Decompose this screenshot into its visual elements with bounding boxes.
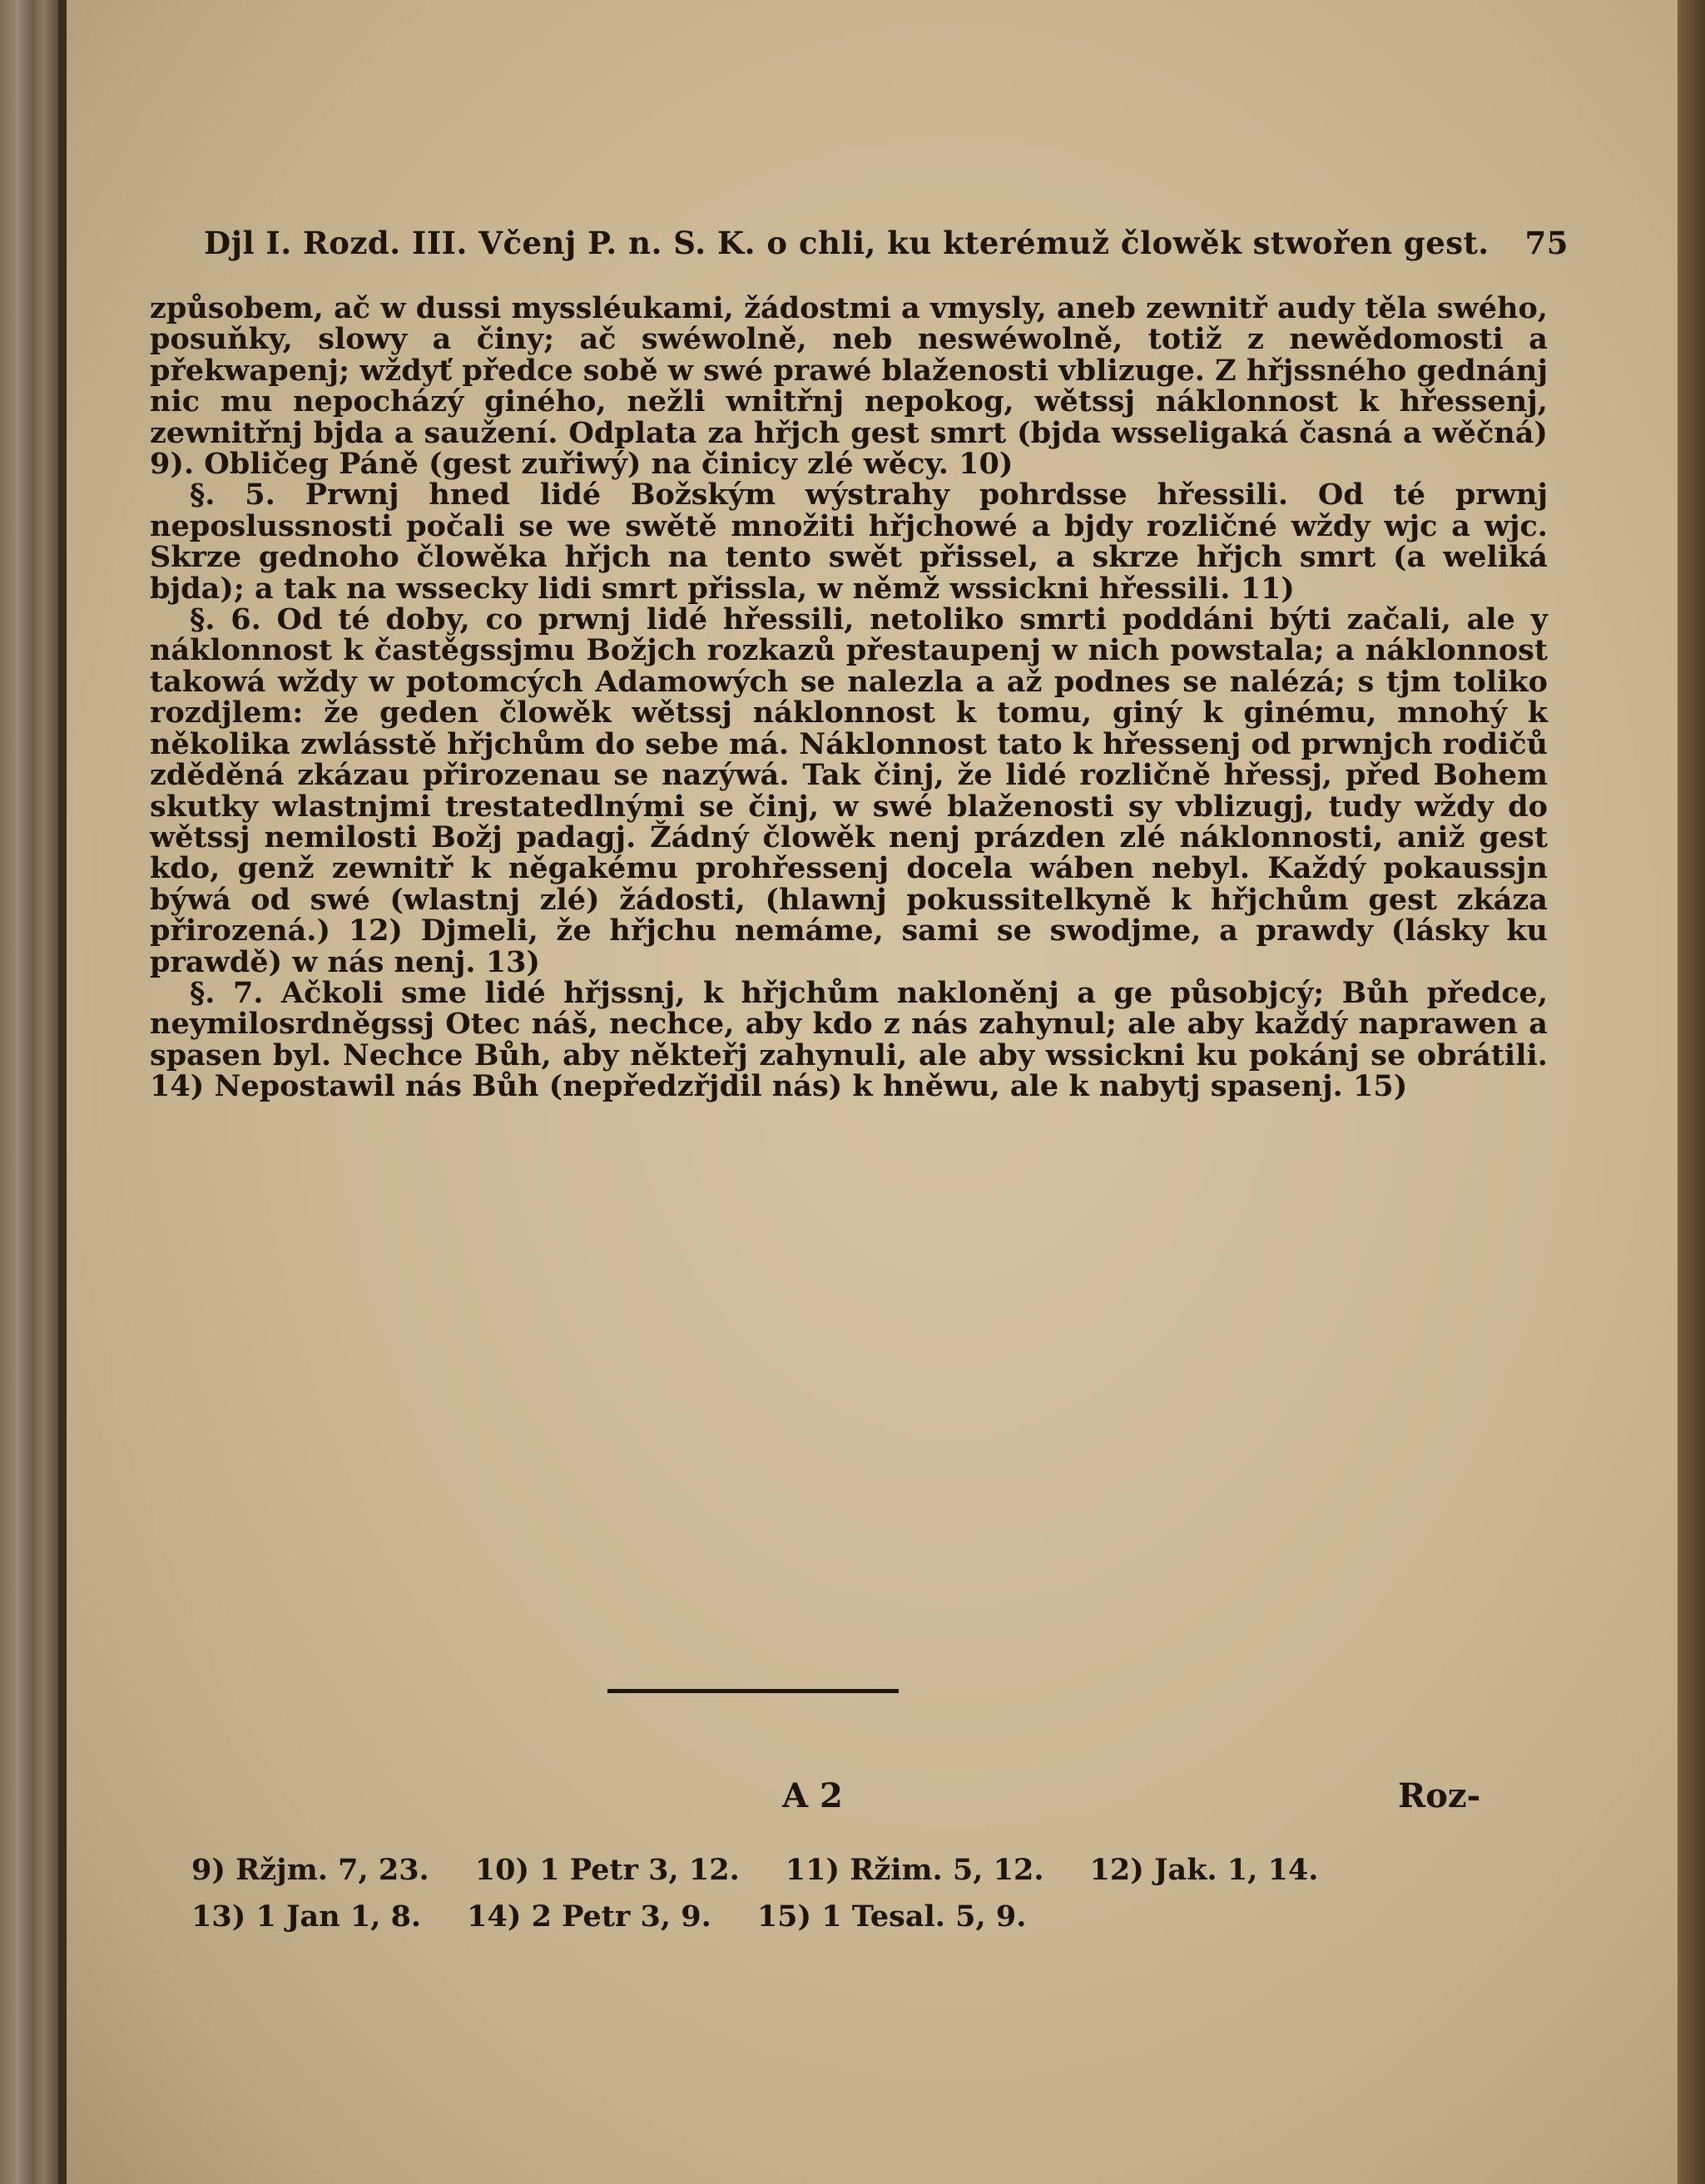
running-title: Djl I. Rozd. III. Včenj P. n. S. K. o chli, ku kterémuž člowěk stwořen gest. [204, 225, 1489, 261]
footnote-15: 15) 1 Tesal. 5, 9. [756, 1899, 1027, 1934]
footnote-10: 10) 1 Petr 3, 12. [474, 1853, 740, 1887]
page-right-edge [1678, 0, 1705, 2184]
paragraph-continued: způsobem, ač w dussi myssléukami, žádostmi a vmysly, aneb zewnitř audy těla swého, posuňky, slowy a činy; ač swéwolně, neb neswéwolně, totiž z newědomosti a překwapenj; wždyť předce sobě w swé prawé blaženosti vblizuge. Z hřjssného gednánj nic mu nepocházý giného, nežli wnitřnj nepokog, wětssj náklonnost k hřessenj, zewnitřnj bjda a saužení. Odplata za hřjch gest smrt (bjda wsseligaká časná a wěčná) 9). Obličeg Páně (gest zuřiwý) na činicy zlé wěcy. 10) [150, 291, 1548, 482]
catchword: Roz- [1398, 1776, 1481, 1815]
footnote-13: 13) 1 Jan 1, 8. [191, 1899, 422, 1934]
footnote-row [191, 1894, 1564, 1940]
footnotes [191, 1847, 1564, 1940]
page-number: 75 [1524, 225, 1569, 261]
book-gutter [58, 0, 67, 2184]
page-header [204, 225, 1569, 275]
main-text [150, 293, 1548, 1102]
book-page [67, 0, 1678, 2184]
footnote-11: 11) Ržim. 5, 12. [785, 1853, 1044, 1887]
previous-page-edge [0, 0, 58, 2184]
paragraph-section-6: §. 6. Od té doby, co prwnj lidé hřessili, netoliko smrti poddáni býti začali, ale y náklonnost k častěgssjmu Božjch rozkazů přestaupenj w nich powstala; a náklonnost takowá wždy w potomcých Adamowých se nalezla a až podnes se nalézá; s tjm toliko rozdjlem: že geden člowěk wětssj náklonnost k tomu, giný k ginému, mnohý k několika zwlásstě hřjchům do sebe má. Náklonnost tato k hřessenj od prwnjch rodičů zděděná zkázau přirozenau se nazýwá. Tak činj, že lidé rozličně hřessj, před Bohem skutky wlastnjmi trestatedlnými se činj, w swé blaženosti sy vblizugj, tudy wždy do wětssj nemilosti Božj padagj. Žádný člowěk nenj prázden zlé náklonnosti, aniž gest kdo, genž zewnitř k něgakému prohřessenj docela wáben nebyl. Každý pokaussjn býwá od swé (wlastnj zlé) žádosti, (hlawnj pokussitelkyně k hřjchům gest zkáza přirozená.) 12) Djmeli, že hřjchu nemáme, sami se swodjme, a prawdy (lásky ku prawdě) w nás nenj. 13) [150, 602, 1548, 979]
paragraph-section-5: §. 5. Prwnj hned lidé Božským wýstrahy pohrdsse hřessili. Od té prwnj neposlussnosti počali se we swětě množiti hřjchowé a bjdy rozličné wždy wjc a wjc. Skrze gednoho člowěka hřjch na tento swět přissel, a skrze hřjch smrt (a weliká bjda); a tak na wssecky lidi smrt přissla, w němž wssickni hřessili. 11) [150, 478, 1548, 606]
paragraph-section-7: §. 7. Ačkoli sme lidé hřjssnj, k hřjchům nakloněnj a ge působjcý; Bůh předce, neymilosrdněgssj Otec náš, nechce, aby kdo z nás zahynul; ale aby každý naprawen a spasen byl. Nechce Bůh, aby někteřj zahynuli, ale aby wssickni ku pokánj se obrátili. 14) Nepostawil nás Bůh (nepředzřjdil nás) k hněwu, ale k nabytj spasenj. 15) [150, 975, 1548, 1104]
footnote-12: 12) Jak. 1, 14. [1089, 1853, 1319, 1887]
signature-mark: A 2 [782, 1776, 843, 1815]
footnote-14: 14) 2 Petr 3, 9. [467, 1899, 711, 1934]
divider-rule [607, 1689, 899, 1693]
footnote-row [191, 1847, 1564, 1894]
footnote-9: 9) Ržjm. 7, 23. [191, 1853, 429, 1887]
